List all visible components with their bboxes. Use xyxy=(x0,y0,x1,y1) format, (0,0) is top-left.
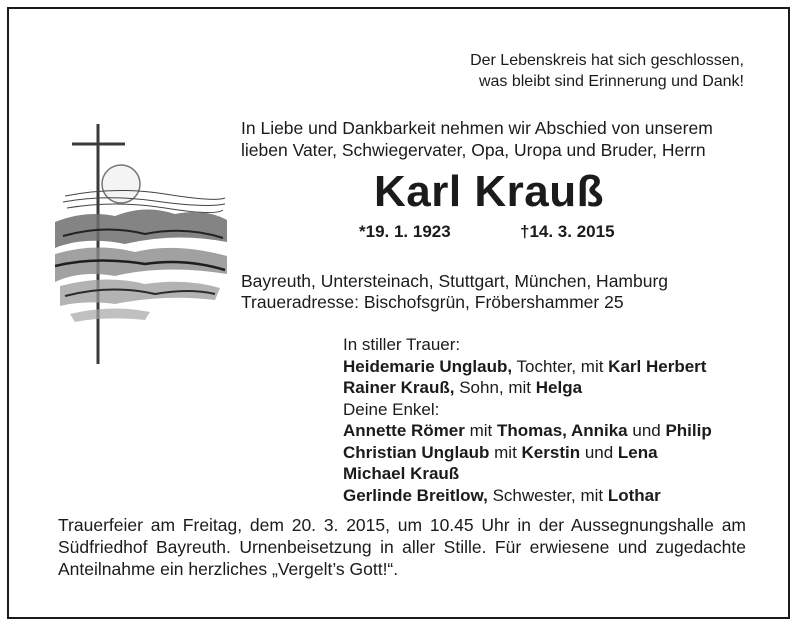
mourner-entry xyxy=(343,463,712,485)
mourner-partner: Lothar xyxy=(607,485,661,505)
mourner-partner: Philip xyxy=(665,421,712,440)
intro-line: lieben Vater, Schwiegervater, Opa, Uropa und Bruder, Herrn xyxy=(241,140,706,160)
mourner-name: Heidemarie Unglaub, xyxy=(343,356,513,376)
motto-line: was bleibt sind Erinnerung und Dank! xyxy=(478,73,744,90)
mourner-name: Rainer Krauß, xyxy=(343,378,455,397)
address-line: Traueradresse: Bischofsgrün, Fröbershammer 25 xyxy=(241,292,624,312)
funeral-service-info xyxy=(58,514,746,580)
mourner-entry xyxy=(343,377,712,399)
mourners-heading: In stiller Trauer: xyxy=(343,335,461,354)
grandchildren-heading: Deine Enkel: xyxy=(343,399,440,419)
mourner-partner: Lena xyxy=(617,442,658,462)
service-line: Trauerfeier am Freitag, dem 20. 3. 2015, um 10.45 Uhr in der Aussegnungshalle am xyxy=(58,515,746,535)
mourner-relation: Tochter, mit xyxy=(512,356,609,376)
mourner-partner: Kerstin xyxy=(521,442,581,462)
birth-date: *19. 1. 1923 xyxy=(359,222,451,241)
service-line: Anteilnahme ein herzliches „Vergelt’s Gott!“. xyxy=(58,559,399,579)
death-date: †14. 3. 2015 xyxy=(520,222,615,241)
mourner-name: Michael Krauß xyxy=(343,464,460,483)
mourner-name: Christian Unglaub xyxy=(343,442,490,462)
cross-landscape-illustration xyxy=(55,124,227,364)
mourner-relation: Sohn, mit xyxy=(454,378,536,397)
places-and-address xyxy=(241,271,668,313)
motto-text xyxy=(470,50,744,92)
motto-line: Der Lebenskreis hat sich geschlossen, xyxy=(470,52,744,69)
mourner-entry xyxy=(343,485,712,507)
places-line: Bayreuth, Untersteinach, Stuttgart, München, Hamburg xyxy=(241,271,669,291)
intro-line: In Liebe und Dankbarkeit nehmen wir Abschied von unserem xyxy=(241,118,713,138)
mourner-entry xyxy=(343,356,712,378)
service-line: Südfriedhof Bayreuth. Urnenbeisetzung in aller Stille. Für erwiesene und zugedachte xyxy=(58,537,746,557)
mourner-connector: mit xyxy=(464,421,497,440)
mourner-entry xyxy=(343,442,712,464)
mourner-connector: und xyxy=(627,421,666,440)
mourner-partner: Thomas, Annika xyxy=(496,421,628,440)
intro-text xyxy=(241,117,713,161)
deceased-name: Karl Krauß xyxy=(374,167,604,216)
mourner-relation: Schwester, mit xyxy=(487,485,608,505)
mourner-connector: mit xyxy=(489,442,522,462)
mourners-list xyxy=(343,334,712,506)
mourner-partner: Helga xyxy=(535,378,583,397)
mourner-connector: und xyxy=(580,442,618,462)
mourner-entry xyxy=(343,420,712,442)
mourner-name: Annette Römer xyxy=(343,421,465,440)
mourner-partner: Karl Herbert xyxy=(608,356,707,376)
mourner-name: Gerlinde Breitlow, xyxy=(343,485,488,505)
